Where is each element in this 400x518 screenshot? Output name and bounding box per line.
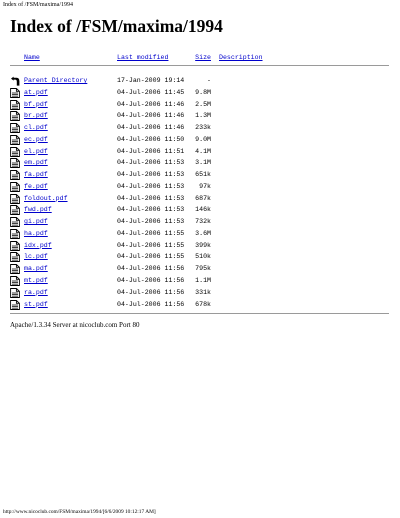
- file-row: [10, 263, 389, 275]
- file-size: 4.1M: [195, 147, 211, 155]
- file-modified: 04-Jul-2006 11:53: [117, 194, 185, 202]
- file-size: 233k: [195, 124, 211, 132]
- file-link[interactable]: em.pdf: [24, 159, 48, 167]
- file-size: 331k: [195, 288, 211, 296]
- parent-directory-link[interactable]: Parent Directory: [24, 77, 88, 84]
- file-row: [10, 87, 389, 99]
- file-row: [10, 275, 389, 287]
- file-size: 97k: [199, 182, 211, 190]
- document-icon: [10, 123, 20, 133]
- file-link[interactable]: lc.pdf: [24, 253, 48, 261]
- file-modified: 04-Jul-2006 11:50: [117, 135, 185, 143]
- file-link[interactable]: ec.pdf: [24, 135, 48, 143]
- file-row: [10, 146, 389, 158]
- file-link[interactable]: foldout.pdf: [24, 194, 68, 202]
- page-title: Index of /FSM/maxima/1994: [10, 16, 223, 36]
- file-link[interactable]: gi.pdf: [24, 218, 48, 226]
- document-icon: [10, 111, 20, 121]
- file-row: [10, 193, 389, 205]
- document-icon: [10, 288, 20, 298]
- file-modified: 04-Jul-2006 11:46: [117, 100, 185, 108]
- file-modified: 04-Jul-2006 11:46: [117, 112, 185, 120]
- document-icon: [10, 182, 20, 192]
- file-size: 2.5M: [195, 100, 211, 108]
- document-icon: [10, 276, 20, 286]
- file-size: 678k: [195, 300, 211, 308]
- file-link[interactable]: st.pdf: [24, 300, 48, 308]
- server-signature: Apache/1.3.34 Server at nicoclub.com Port 80: [10, 321, 140, 329]
- file-modified: 04-Jul-2006 11:53: [117, 218, 185, 226]
- sort-by-size-link[interactable]: Size: [195, 54, 211, 61]
- file-size: 687k: [195, 194, 211, 202]
- file-modified: 04-Jul-2006 11:56: [117, 288, 185, 296]
- file-link[interactable]: idx.pdf: [24, 241, 52, 249]
- file-row: [10, 110, 389, 122]
- file-link[interactable]: bf.pdf: [24, 100, 48, 108]
- file-modified: 04-Jul-2006 11:55: [117, 253, 185, 261]
- file-row: [10, 99, 389, 111]
- print-header-title: Index of /FSM/maxima/1994: [3, 2, 73, 8]
- file-row: [10, 181, 389, 193]
- print-footer-url: http://www.nicoclub.com/FSM/maxima/1994/[6/6/2009 10:12:17 AM]: [3, 509, 156, 515]
- file-link[interactable]: br.pdf: [24, 112, 48, 120]
- directory-listing: [10, 52, 389, 314]
- file-size: 9.8M: [195, 88, 211, 96]
- document-icon: [10, 300, 20, 310]
- document-icon: [10, 147, 20, 157]
- file-row: [10, 134, 389, 146]
- file-row: [10, 157, 389, 169]
- sort-by-name-link[interactable]: Name: [24, 54, 40, 61]
- file-row: [10, 251, 389, 263]
- file-size: 510k: [195, 253, 211, 261]
- header-divider: [10, 65, 389, 66]
- file-modified: 04-Jul-2006 11:46: [117, 124, 185, 132]
- document-icon: [10, 229, 20, 239]
- document-icon: [10, 252, 20, 262]
- file-link[interactable]: at.pdf: [24, 88, 48, 96]
- file-link[interactable]: el.pdf: [24, 147, 48, 155]
- file-link[interactable]: ha.pdf: [24, 229, 48, 237]
- file-link[interactable]: ra.pdf: [24, 288, 48, 296]
- file-modified: 04-Jul-2006 11:56: [117, 277, 185, 285]
- file-link[interactable]: mt.pdf: [24, 277, 48, 285]
- file-modified: 04-Jul-2006 11:51: [117, 147, 185, 155]
- document-icon: [10, 88, 20, 98]
- file-row: [10, 122, 389, 134]
- file-size: 3.6M: [195, 229, 211, 237]
- file-modified: 04-Jul-2006 11:56: [117, 265, 185, 273]
- document-icon: [10, 100, 20, 110]
- document-icon: [10, 135, 20, 145]
- parent-size: -: [207, 77, 211, 84]
- document-icon: [10, 158, 20, 168]
- document-icon: [10, 217, 20, 227]
- file-modified: 04-Jul-2006 11:45: [117, 88, 185, 96]
- parent-directory-row: [10, 75, 389, 87]
- sort-by-last-modified-link[interactable]: Last modified: [117, 54, 169, 61]
- back-arrow-icon: [10, 76, 20, 86]
- file-modified: 04-Jul-2006 11:53: [117, 182, 185, 190]
- file-modified: 04-Jul-2006 11:56: [117, 300, 185, 308]
- document-icon: [10, 264, 20, 274]
- file-row: [10, 204, 389, 216]
- document-icon: [10, 205, 20, 215]
- file-size: 9.0M: [195, 135, 211, 143]
- file-size: 146k: [195, 206, 211, 214]
- file-link[interactable]: fa.pdf: [24, 171, 48, 179]
- parent-modified: 17-Jan-2009 19:14: [117, 77, 185, 84]
- file-row: [10, 228, 389, 240]
- document-icon: [10, 170, 20, 180]
- file-modified: 04-Jul-2006 11:53: [117, 171, 185, 179]
- document-icon: [10, 241, 20, 251]
- file-size: 1.3M: [195, 112, 211, 120]
- file-size: 3.1M: [195, 159, 211, 167]
- file-row: [10, 169, 389, 181]
- file-size: 795k: [195, 265, 211, 273]
- sort-by-description-link[interactable]: Description: [219, 54, 263, 61]
- file-row: [10, 240, 389, 252]
- file-modified: 04-Jul-2006 11:55: [117, 241, 185, 249]
- file-modified: 04-Jul-2006 11:53: [117, 159, 185, 167]
- file-row: [10, 299, 389, 311]
- file-link[interactable]: cl.pdf: [24, 124, 48, 132]
- file-link[interactable]: fe.pdf: [24, 182, 48, 190]
- file-link[interactable]: ma.pdf: [24, 265, 48, 273]
- file-size: 1.1M: [195, 277, 211, 285]
- file-row: [10, 287, 389, 299]
- file-size: 651k: [195, 171, 211, 179]
- file-link[interactable]: fwd.pdf: [24, 206, 52, 214]
- file-modified: 04-Jul-2006 11:55: [117, 229, 185, 237]
- file-modified: 04-Jul-2006 11:53: [117, 206, 185, 214]
- file-size: 732k: [195, 218, 211, 226]
- file-size: 399k: [195, 241, 211, 249]
- footer-divider: [10, 313, 389, 314]
- column-header-row: [10, 52, 389, 64]
- document-icon: [10, 194, 20, 204]
- file-row: [10, 216, 389, 228]
